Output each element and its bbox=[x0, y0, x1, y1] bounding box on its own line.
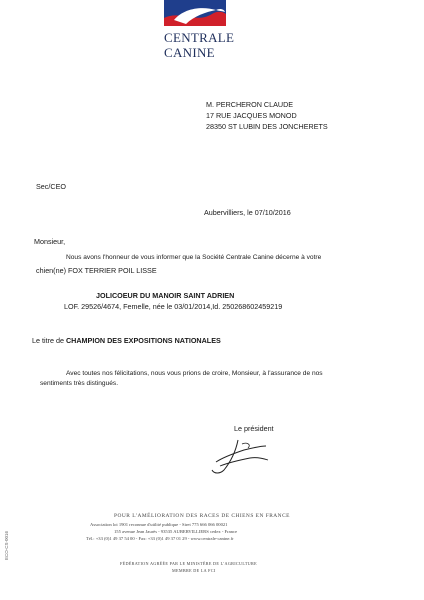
signature-title: Le président bbox=[234, 424, 274, 433]
dog-details: LOF. 29526/4674, Femelle, née le 03/01/2014,Id. 250268602459219 bbox=[64, 302, 283, 311]
logo-emblem bbox=[158, 0, 238, 34]
footer-line-1: POUR L'AMÉLIORATION DES RACES DE CHIENS EN FRANCE bbox=[114, 513, 290, 519]
brand-line-1: CENTRALE bbox=[164, 30, 235, 45]
footer-line-5: FÉDÉRATION AGRÉÉE PAR LE MINISTÈRE DE L'AGRICULTURE bbox=[120, 561, 257, 566]
date-line: Aubervilliers, le 07/10/2016 bbox=[204, 208, 291, 217]
closing-line-2: sentiments très distingués. bbox=[40, 380, 119, 387]
signature bbox=[208, 436, 278, 481]
brand-line-2: CANINE bbox=[164, 45, 215, 60]
title-line bbox=[32, 336, 221, 345]
recipient-city: 28350 ST LUBIN DES JONCHERETS bbox=[206, 122, 328, 131]
title-prefix: Le titre de bbox=[32, 336, 64, 345]
footer-line-4: Tél.: +33 (0)1 49 37 54 00 - Fax: +33 (0)1 49 37 01 29 - www.centrale-canine.fr bbox=[86, 536, 234, 541]
award-title: CHAMPION DES EXPOSITIONS NATIONALES bbox=[65, 336, 221, 345]
dog-name: JOLICOEUR DU MANOIR SAINT ADRIEN bbox=[96, 291, 235, 300]
closing-line-1: Avec toutes nos félicitations, nous vous prions de croire, Monsieur, à l'assurance de nos bbox=[66, 370, 323, 377]
body-line-2: chien(ne) FOX TERRIER POIL LISSE bbox=[36, 266, 157, 275]
footer-line-6: MEMBRE DE LA FCI bbox=[172, 568, 216, 573]
side-code: ECO-CS-0016 bbox=[4, 530, 9, 560]
salutation: Monsieur, bbox=[34, 237, 66, 246]
signature-scribble bbox=[208, 436, 278, 476]
footer-line-3: 155 avenue Jean Jaurès - 93535 AUBERVILLIERS cedex - France bbox=[114, 529, 237, 534]
body-line-1: Nous avons l'honneur de vous informer que la Société Centrale Canine décerne à votre bbox=[66, 254, 322, 261]
footer-line-2: Association loi 1901 reconnue d'utilité publique - Siret 775 666 066 00021 bbox=[90, 522, 228, 527]
reference: Sec/CEO bbox=[36, 182, 66, 191]
recipient-name: M. PERCHERON CLAUDE bbox=[206, 100, 294, 109]
recipient-street: 17 RUE JACQUES MONOD bbox=[206, 111, 297, 120]
